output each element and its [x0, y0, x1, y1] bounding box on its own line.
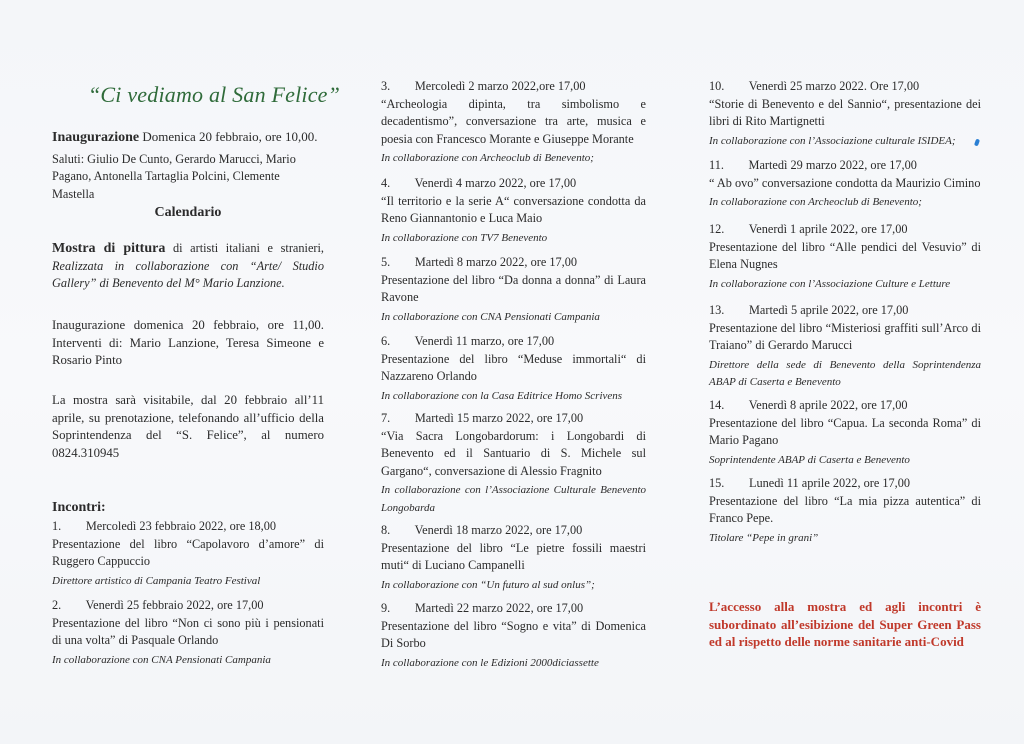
- event-item: [709, 78, 981, 150]
- event-collaboration: In collaborazione con l’Associazione culturale ISIDEA;: [709, 134, 956, 147]
- event-date: 7. Martedì 15 marzo 2022, ore 17,00: [381, 411, 584, 425]
- event-description: “Via Sacra Longobardorum: i Longobardi di Benevento ed il Santuario di S. Michele sul Gargano“, conversazione di Alessio Fragnito: [381, 428, 646, 478]
- event-description: “ Ab ovo” conversazione condotta da Maurizio Cimino: [709, 175, 981, 190]
- event-item: [381, 78, 646, 168]
- event-item: [52, 518, 324, 590]
- event-collaboration: In collaborazione con le Edizioni 2000diciassette: [381, 656, 599, 669]
- event-collaboration: In collaborazione con Archeoclub di Benevento;: [381, 152, 594, 164]
- event-item: [709, 397, 981, 469]
- mostra-label: Mostra di pittura: [52, 241, 166, 256]
- event-description: Presentazione del libro “Meduse immortali“ di Nazzareno Orlando: [381, 351, 646, 383]
- mostra-collab: Realizzata in collaborazione con “Arte/ Studio Gallery” di Benevento del M° Mario Lanzione.: [52, 258, 324, 290]
- inauguration-text: Domenica 20 febbraio, ore 10,00.: [139, 129, 318, 144]
- event-description: Presentazione del libro “Non ci sono più i pensionati di una volta” di Pasquale Orlando: [52, 615, 324, 647]
- event-collaboration: In collaborazione con CNA Pensionati Campania: [52, 653, 271, 666]
- event-date: 11. Martedì 29 marzo 2022, ore 17,00: [709, 158, 917, 172]
- event-item: [381, 175, 646, 247]
- event-date: 4. Venerdì 4 marzo 2022, ore 17,00: [381, 176, 577, 190]
- notice-text: L’accesso alla mostra ed agli incontri è subordinato all’esibizione del Super Green Pass ed al rispetto delle norme sanitarie anti-Covid: [709, 599, 981, 649]
- event-collaboration: Titolare “Pepe in grani”: [709, 531, 819, 544]
- event-description: Presentazione del libro “Da donna a donna” di Laura Ravone: [381, 272, 646, 304]
- event-description: “Archeologia dipinta, tra simbolismo e decadentismo”, conversazione tra arte, musica e poesia con Francesco Morante e Giuseppe Morante: [381, 96, 646, 146]
- event-description: Presentazione del libro “Le pietre fossili maestri muti“ di Luciano Campanelli: [381, 540, 646, 572]
- event-description: “Il territorio e la serie A“ conversazione condotta da Reno Giannantonio e Luca Maio: [381, 193, 646, 225]
- incontri-heading: Incontri:: [52, 500, 106, 515]
- event-item: [52, 597, 324, 669]
- event-collaboration: In collaborazione con CNA Pensionati Campania: [381, 310, 600, 323]
- mostra-visit: La mostra sarà visitabile, dal 20 febbraio all’11 aprile, su prenotazione, telefonando all’ufficio della Soprintendenza del “S. Felice”, al numero 0824.310945: [52, 393, 324, 460]
- event-collaboration: In collaborazione con l’Associazione Culturale Benevento Longobarda: [381, 484, 646, 514]
- event-date: 6. Venerdì 11 marzo, ore 17,00: [381, 334, 555, 348]
- event-item: [709, 302, 981, 392]
- calendario-heading: Calendario: [154, 205, 222, 220]
- inauguration-block: [52, 128, 324, 203]
- event-description: Presentazione del libro “Misteriosi graffiti sull’Arco di Traiano” di Gerardo Marucci: [709, 320, 981, 352]
- event-item: [381, 333, 646, 405]
- event-date: 15. Lunedì 11 aprile 2022, ore 17,00: [709, 476, 911, 490]
- event-collaboration: Soprintendente ABAP di Caserta e Benevento: [709, 453, 910, 466]
- event-collaboration: In collaborazione con la Casa Editrice Homo Scrivens: [381, 389, 623, 402]
- event-collaboration: Direttore della sede di Benevento della Soprintendenza ABAP di Caserta e Benevento: [709, 358, 981, 388]
- event-date: 10. Venerdì 25 marzo 2022. Ore 17,00: [709, 79, 920, 93]
- event-item: [381, 600, 646, 672]
- event-description: Presentazione del libro “La mia pizza autentica” di Franco Pepe.: [709, 493, 981, 525]
- event-description: Presentazione del libro “Capolavoro d’amore” di Ruggero Cappuccio: [52, 536, 324, 568]
- event-collaboration: Direttore artistico di Campania Teatro Festival: [52, 574, 261, 587]
- event-item: [381, 522, 646, 594]
- page-title: “Ci vediamo al San Felice”: [88, 82, 341, 107]
- event-item: [709, 157, 981, 212]
- event-date: 13. Martedì 5 aprile 2022, ore 17,00: [709, 303, 909, 317]
- event-item: [709, 475, 981, 547]
- mostra-inaug: Inaugurazione domenica 20 febbraio, ore 11,00. Interventi di: Mario Lanzione, Teresa Simeone e Rosario Pinto: [52, 318, 324, 367]
- event-description: Presentazione del libro “Sogno e vita” di Domenica Di Sorbo: [381, 618, 646, 650]
- event-date: 3. Mercoledì 2 marzo 2022,ore 17,00: [381, 79, 586, 93]
- mostra-text: di artisti italiani e stranieri,: [165, 241, 324, 255]
- event-date: 1. Mercoledì 23 febbraio 2022, ore 18,00: [52, 519, 277, 533]
- event-collaboration: In collaborazione con “Un futuro al sud onlus”;: [381, 578, 595, 591]
- inauguration-label: Inaugurazione: [52, 130, 140, 145]
- saluti-text: Saluti: Giulio De Cunto, Gerardo Marucci, Mario Pagano, Antonella Tartaglia Polcini, Clemente Mastella: [52, 151, 296, 201]
- event-date: 8. Venerdì 18 marzo 2022, ore 17,00: [381, 523, 583, 537]
- mostra-block: [52, 240, 324, 293]
- event-collaboration: In collaborazione con l’Associazione Culture e Letture: [709, 277, 951, 290]
- event-date: 2. Venerdì 25 febbraio 2022, ore 17,00: [52, 598, 264, 612]
- event-item: [381, 254, 646, 326]
- event-collaboration: In collaborazione con Archeoclub di Benevento;: [709, 196, 922, 208]
- event-date: 5. Martedì 8 marzo 2022, ore 17,00: [381, 255, 578, 269]
- event-item: [709, 221, 981, 293]
- event-collaboration: In collaborazione con TV7 Benevento: [381, 231, 548, 244]
- event-item: [381, 410, 646, 517]
- event-date: 12. Venerdì 1 aprile 2022, ore 17,00: [709, 222, 908, 236]
- event-description: Presentazione del libro “Capua. La seconda Roma” di Mario Pagano: [709, 415, 981, 447]
- event-date: 9. Martedì 22 marzo 2022, ore 17,00: [381, 601, 584, 615]
- event-description: “Storie di Benevento e del Sannio“, presentazione dei libri di Rito Martignetti: [709, 96, 981, 128]
- event-description: Presentazione del libro “Alle pendici del Vesuvio” di Elena Nugnes: [709, 239, 981, 271]
- event-date: 14. Venerdì 8 aprile 2022, ore 17,00: [709, 398, 908, 412]
